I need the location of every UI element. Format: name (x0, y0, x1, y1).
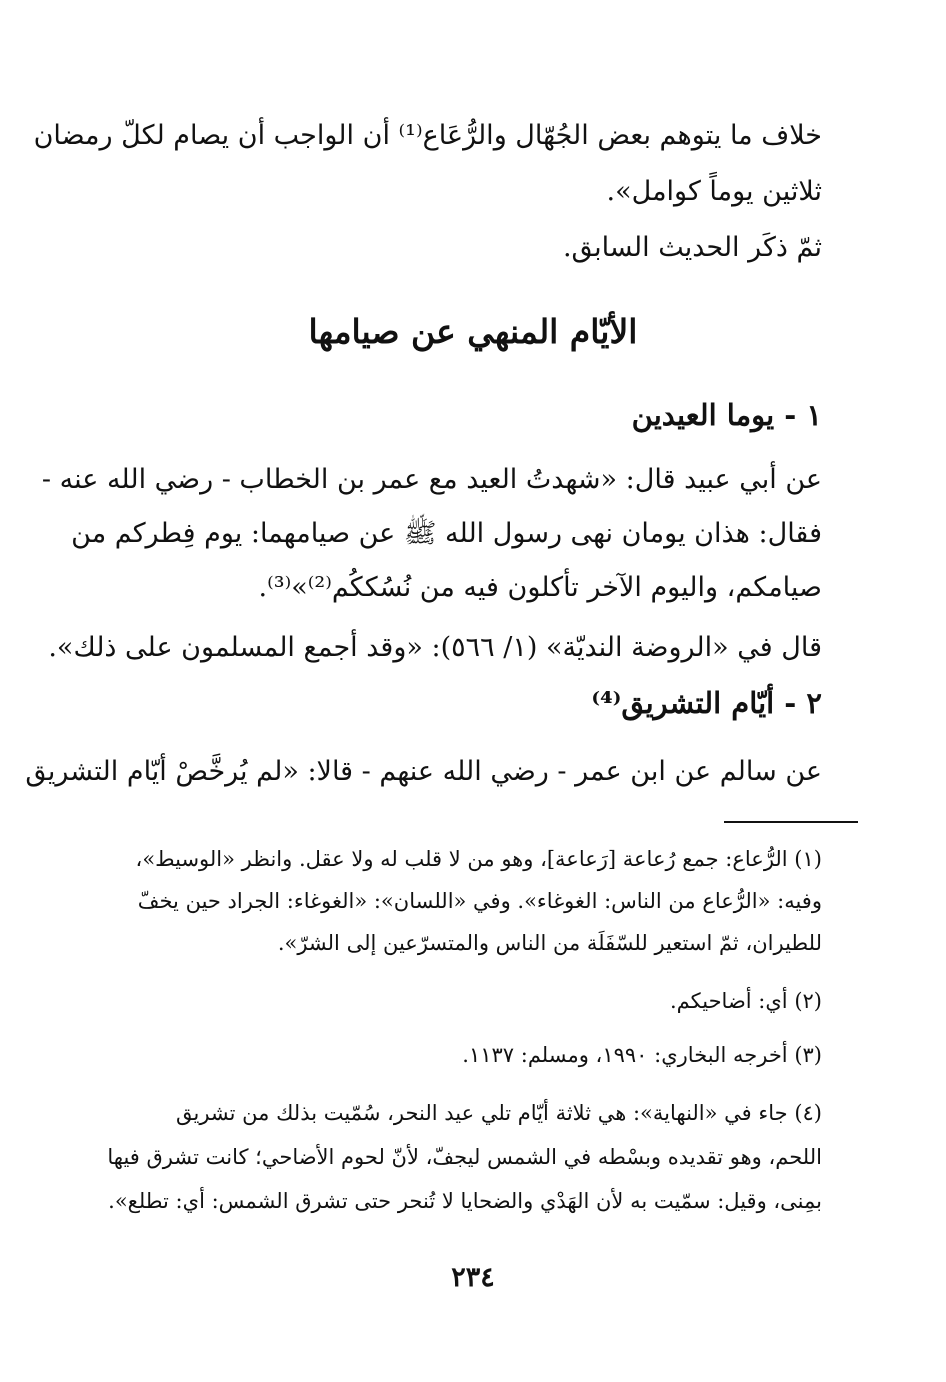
footnote-divider (724, 821, 858, 823)
hadith-1-line-2: فقال: هذان يومان نهى رسول الله ﷺ عن صيامهما: يوم فِطركم من (71, 518, 822, 549)
section-2-title: ٢ - أيّام التشريق⁽⁴⁾ (591, 686, 822, 720)
section-1-title: ١ - يوما العيدين (631, 398, 822, 432)
hadith-2-line-1: عن سالم عن ابن عمر - رضي الله عنهم - قالا: «لم يُرخَّصْ أيّام التشريق (25, 756, 822, 787)
quote-line: قال في «الروضة النديّة» (١/ ٥٦٦): «وقد أجمع المسلمون على ذلك». (48, 632, 822, 663)
footnote-2: (٢) أي: أضاحيكم. (669, 989, 822, 1013)
body-line-2: ثلاثين يوماً كوامل». (606, 176, 822, 207)
body-line-3: ثمّ ذكَر الحديث السابق. (562, 232, 822, 263)
footnote-4-line-1: (٤) جاء في «النهاية»: هي ثلاثة أيّام تلي عيد النحر، سُمّيت بذلك من تشريق (175, 1101, 822, 1125)
footnote-1-line-3: للطيران، ثمّ استعير للسّفَلَة من الناس والمتسرّعين إلى الشرّ». (277, 931, 822, 955)
body-line-1: خلاف ما يتوهم بعض الجُهّال والرُّعَاع⁽¹⁾ أن الواجب أن يصام لكلّ رمضان (33, 120, 822, 151)
footnote-1-line-1: (١) الرُّعاع: جمع رُعاعة [رَعاعة]، وهو من لا قلب له ولا عقل. وانظر «الوسيط»، (135, 847, 822, 871)
footnote-4-line-3: بمِنى، وقيل: سمّيت به لأن الهَدْي والضحايا لا تُنحر حتى تشرق الشمس: أي: تطلع». (108, 1189, 822, 1213)
section-heading: الأيّام المنهي عن صيامها (308, 312, 638, 351)
footnote-3: (٣) أخرجه البخاري: ١٩٩٠، ومسلم: ١١٣٧. (462, 1043, 822, 1067)
footnote-4-line-2: اللحم، وهو تقديده وبسْطه في الشمس ليجفّ، لأنّ لحوم الأضاحي؛ كانت تشرق فيها (107, 1145, 822, 1169)
hadith-1-line-3: صيامكم، واليوم الآخر تأكلون فيه من نُسُككُم⁽²⁾»⁽³⁾. (258, 572, 822, 603)
hadith-1-line-1: عن أبي عبيد قال: «شهدتُ العيد مع عمر بن الخطاب - رضي الله عنه - (41, 464, 822, 495)
footnote-1-line-2: وفيه: «الرُّعاع من الناس: الغوغاء». وفي «اللسان»: «الغوغاء: الجراد حين يخفّ (137, 889, 822, 913)
page-number: ٢٣٤ (451, 1262, 495, 1293)
